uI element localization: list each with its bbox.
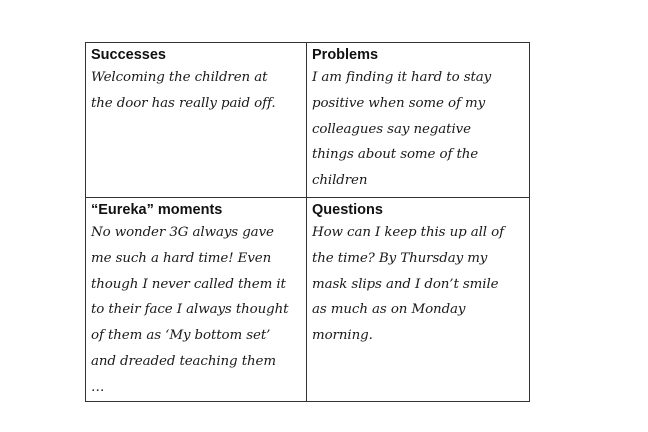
cell-body-problems (312, 65, 524, 194)
text-line: … (91, 379, 105, 395)
text-line: as much as on Monday (312, 302, 466, 318)
text-line: and dreaded teaching them (91, 353, 276, 369)
text-line: children (312, 173, 368, 189)
text-line: I am finding it hard to stay (312, 70, 492, 85)
text-line: positive when some of my (312, 95, 486, 111)
cell-heading-questions: Questions (312, 202, 383, 218)
grid-row-top (86, 43, 530, 198)
cell-eureka-moments (86, 198, 307, 402)
text-line: No wonder 3G always gave (91, 225, 274, 240)
text-line: How can I keep this up all of (312, 225, 504, 240)
text-line: the time? By Thursday my (312, 250, 488, 266)
text-line: the door has really paid off. (91, 95, 276, 111)
cell-heading-successes: Successes (91, 47, 166, 63)
text-line: mask slips and I don’t smile (312, 276, 499, 292)
text-line: to their face I always thought (91, 302, 289, 318)
text-line: me such a hard time! Even (91, 250, 272, 266)
cell-heading-problems: Problems (312, 47, 379, 63)
cell-heading-eureka-moments: “Eureka” moments (91, 202, 223, 218)
cell-questions (307, 198, 530, 402)
reflection-grid (85, 42, 530, 402)
text-line: Welcoming the children at (91, 70, 268, 85)
text-line: of them as ‘My bottom set’ (91, 328, 271, 344)
text-line: things about some of the (312, 147, 479, 163)
cell-body-successes (91, 65, 301, 117)
grid-row-bottom (86, 198, 530, 402)
text-line: morning. (312, 328, 373, 344)
text-line: though I never called them it (91, 276, 286, 292)
cell-successes (86, 43, 307, 198)
cell-body-eureka-moments (91, 220, 301, 401)
text-line: colleagues say negative (312, 121, 471, 137)
cell-body-questions (312, 220, 524, 349)
cell-problems (307, 43, 530, 198)
